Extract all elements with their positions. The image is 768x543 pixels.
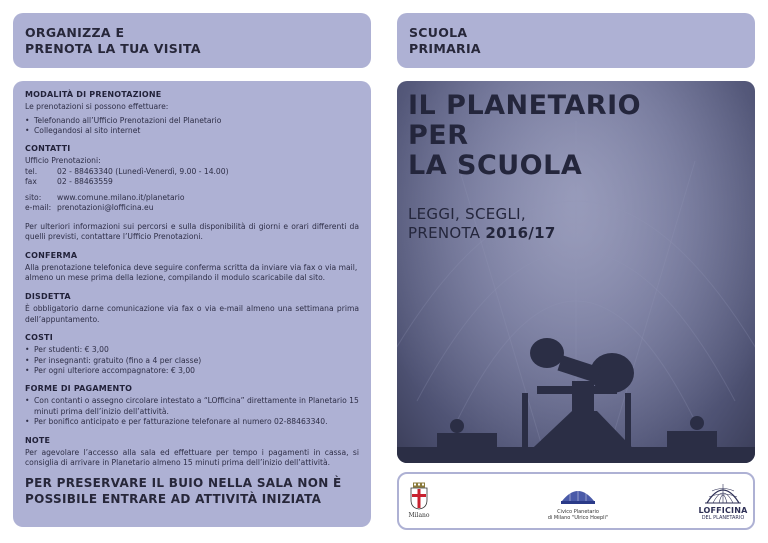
- civico-planetario-logo-icon: [558, 479, 598, 509]
- contatti-office: Ufficio Prenotazioni:: [25, 156, 101, 166]
- email-label: e-mail:: [25, 203, 52, 213]
- tel-value[interactable]: 02 - 88463340 (Lunedì-Venerdì, 9.00 - 14.00): [57, 167, 229, 176]
- section-title-note: NOTE: [25, 435, 51, 445]
- costi-list: [25, 345, 359, 376]
- list-item: • Per bonifico anticipato e per fatturazione telefonare al numero 02-88463340.: [25, 417, 359, 427]
- list-item: • Per insegnanti: gratuito (fino a 4 per classe): [25, 356, 359, 366]
- section-title-disdetta: DISDETTA: [25, 292, 71, 301]
- left-header-line2: PRENOTA LA TUA VISITA: [25, 41, 201, 56]
- pagamento-list: [25, 396, 359, 427]
- contact-row-tel: [25, 167, 359, 177]
- contact-row-site: [25, 193, 359, 203]
- booking-info-panel: [13, 81, 371, 527]
- conferma-text: Alla prenotazione telefonica deve seguire conferma scritta da inviare via fax o via mail, almeno un mese prima della lezione, compilando il modulo scaricabile dal sito.: [25, 262, 358, 283]
- civico-logo-text: [539, 509, 617, 521]
- email-link[interactable]: prenotazioni@lofficina.eu: [57, 203, 154, 213]
- left-header-panel: [13, 13, 371, 68]
- milano-logo-text: Milano: [408, 512, 430, 519]
- lofficina-logo-line1: LOFFICINA: [698, 506, 748, 515]
- cover-prenota: PRENOTA: [408, 224, 481, 242]
- cover-title-line1: IL PLANETARIO: [408, 90, 642, 121]
- civico-logo-line1: Civico Planetario: [557, 509, 599, 515]
- modalita-intro: Le prenotazioni si possono effettuare:: [25, 102, 169, 111]
- section-title-costi: COSTI: [25, 333, 53, 343]
- site-link[interactable]: www.comune.milano.it/planetario: [57, 192, 185, 202]
- section-title-pagamento: FORME DI PAGAMENTO: [25, 384, 133, 394]
- disdetta-text: È obbligatorio darne comunicazione via fax o via e-mail almeno una settimana prima dell’appuntamento.: [25, 304, 359, 324]
- section-title-modalita: MODALITÀ DI PRENOTAZIONE: [25, 90, 162, 99]
- note-text: Per agevolare l’accesso alla sala ed effettuare per tempo i pagamenti in cassa, si consiglia di arrivare in Planetario almeno 15 minuti prima dell’inizio dell’attività.: [25, 447, 359, 468]
- warning-line1: PER PRESERVARE IL BUIO NELLA SALA NON È: [25, 476, 342, 490]
- darkness-warning: [25, 475, 359, 507]
- fax-label: fax: [25, 177, 37, 187]
- lofficina-dome-logo-icon: [703, 479, 743, 505]
- section-title-conferma: CONFERMA: [25, 250, 78, 260]
- list-item: • Per studenti: € 3,00: [25, 345, 359, 355]
- site-label: sito:: [25, 192, 42, 202]
- warning-line2: POSSIBILE ENTRARE AD ATTIVITÀ INIZIATA: [25, 492, 322, 506]
- fax-value: 02 - 88463559: [57, 177, 113, 187]
- civico-logo-line2: di Milano "Ulrico Hoepli": [547, 515, 609, 521]
- cover-title: [408, 91, 641, 181]
- lofficina-logo-text: [695, 506, 751, 522]
- cover-panel: [397, 81, 755, 463]
- milano-coat-of-arms-icon: [409, 482, 429, 510]
- left-header-line1: ORGANIZZA E: [25, 25, 125, 40]
- lofficina-logo-line2: DEL PLANETARIO: [701, 515, 745, 521]
- cover-title-line2: PER: [408, 120, 469, 151]
- cover-subtitle-line2: [408, 224, 556, 243]
- list-item: • Collegandosi al sito internet: [25, 126, 359, 136]
- cover-subtitle: [408, 205, 556, 243]
- section-title-contatti: CONTATTI: [25, 144, 71, 154]
- right-header-line1: SCUOLA: [409, 25, 468, 40]
- list-item: • Per ogni ulteriore accompagnatore: € 3,00: [25, 366, 359, 376]
- cover-title-line3: LA SCUOLA: [408, 150, 583, 181]
- tel-label: tel.: [25, 167, 38, 176]
- cover-subtitle-line1: LEGGI, SCEGLI,: [408, 205, 526, 223]
- list-item: • Telefonando all’Ufficio Prenotazioni del Planetario: [25, 116, 359, 126]
- contact-row-fax: [25, 177, 359, 187]
- modalita-list: [25, 116, 359, 137]
- contatti-note: Per ulteriori informazioni sui percorsi e sulla disponibilità di giorni e orari differenti da quelli previsti, contattare l’Ufficio Prenotazioni.: [25, 221, 359, 242]
- right-header-line2: PRIMARIA: [409, 41, 481, 56]
- contact-row-email: [25, 203, 359, 213]
- right-header-panel: [397, 13, 755, 68]
- logos-strip: [397, 472, 755, 530]
- list-item: • Con contanti o assegno circolare intestato a “LOfficina” direttamente in Planetario 15 minuti prima dell’inizio dell’attività.: [25, 396, 359, 417]
- school-year: 2016/17: [485, 224, 556, 242]
